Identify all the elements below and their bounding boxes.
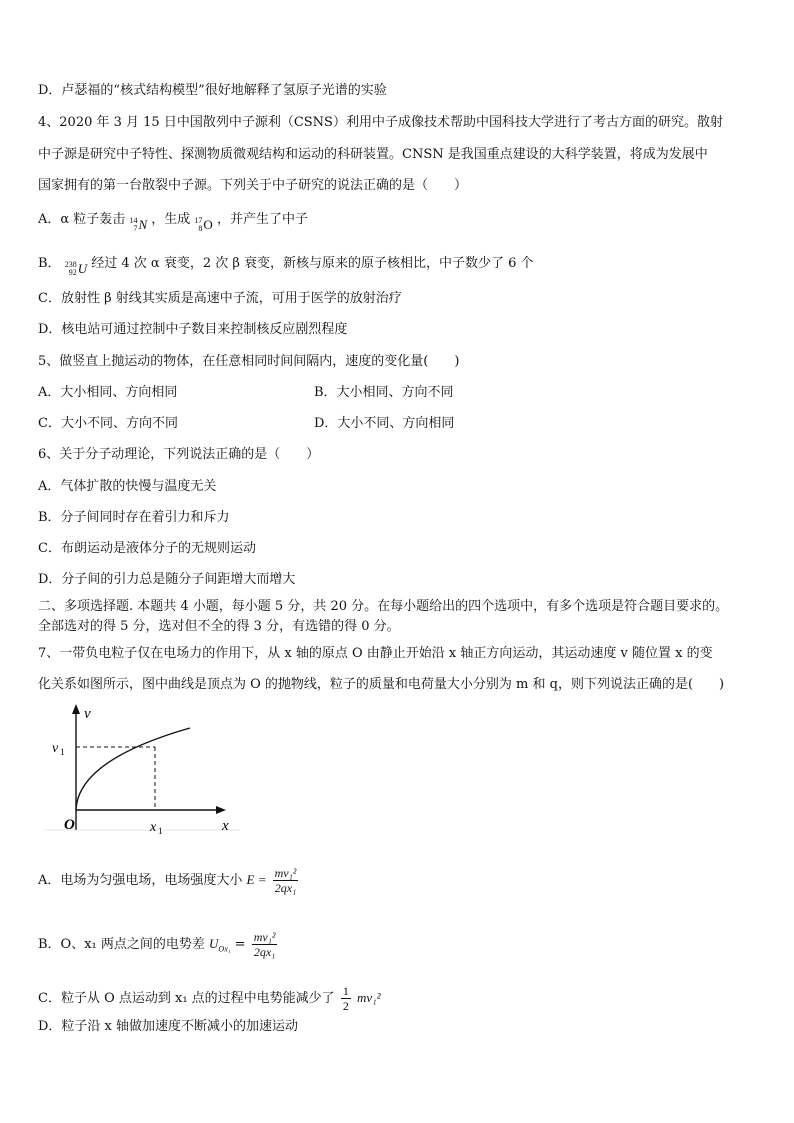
q4-a-mid: ，生成 — [151, 212, 191, 227]
v1-subscript: 1 — [60, 747, 65, 757]
q6-option-d: D．分子间的引力总是随分子间距增大而增大 — [38, 572, 296, 587]
q7-option-b: B．O、x₁ 两点之间的电势差 $U_{Ox_1}$ = $\frac{\text{mv₁²}}{\text{2qx₁}}$ — [38, 930, 276, 959]
q5-stem: 5、做竖直上抛运动的物体，在任意相同时间间隔内，速度的变化量( ) — [38, 354, 460, 369]
q6-option-b: B．分子间同时存在着引力和斥力 — [38, 510, 230, 525]
q5-option-c: C．大小不同、方向不同 — [38, 416, 178, 431]
q4-option-b: B． 238 92 U 经过 4 次 α 衰变，2 次 β 衰变，新核与原来的原子核相比，中子数少了 6 个 — [38, 256, 534, 277]
x1-subscript: 1 — [158, 826, 163, 836]
y-axis-label: v — [84, 706, 91, 722]
q3-option-d: D．卢瑟福的“核式结构模型”很好地解释了氢原子光谱的实验 — [38, 83, 387, 98]
q7-a-fraction: $\frac{\text{mv₁²}}{\text{2qx₁}}$ — [274, 866, 297, 895]
v1-label: v — [52, 741, 59, 756]
q4-option-a — [38, 211, 308, 234]
q4-stem-line3: 国家拥有的第一台散裂中子源。下列关于中子研究的说法正确的是（ ） — [38, 178, 468, 193]
q4-a-suffix: ，并产生了中子 — [216, 212, 308, 227]
nitrogen-nuclide: 14 7 N — [129, 216, 148, 233]
oxygen-nuclide: 17 8 O — [194, 216, 213, 233]
section2-line1: 二、多项选择题. 本题共 4 小题，每小题 5 分，共 20 分。在每小题给出的四个选项中，有多个选项是符合题目要求的。 — [38, 599, 729, 614]
q7-b-fraction: $\frac{\text{mv₁²}}{\text{2qx₁}}$ — [253, 930, 276, 959]
q5-option-d: D．大小不同、方向相同 — [314, 416, 455, 431]
q5-option-b: B．大小相同、方向不同 — [314, 385, 454, 400]
q4-a-prefix: A．α 粒子轰击 — [38, 212, 126, 227]
origin-label: O — [64, 817, 75, 833]
q4-option-c: C．放射性 β 射线其实质是高速中子流，可用于医学的放射治疗 — [38, 291, 402, 306]
q7-c-fraction: $\frac{1}{2}$ — [342, 984, 349, 1013]
q7-option-c: C．粒子从 O 点运动到 x₁ 点的过程中电势能减少了 $\frac{1}{2}$ mv₁² — [38, 984, 381, 1013]
q5-option-a: A．大小相同、方向相同 — [38, 385, 178, 400]
q4-stem-line1: 4、2020 年 3 月 15 日中国散列中子源利（CSNS）利用中子成像技术帮助中国科技大学进行了考古方面的研究。散射 — [38, 115, 723, 130]
q6-option-c: C．布朗运动是液体分子的无规则运动 — [38, 541, 256, 556]
q6-stem: 6、关于分子动理论，下列说法正确的是（ ） — [38, 447, 320, 462]
q7-option-a: A．电场为匀强电场，电场强度大小 E = $\frac{\text{mv₁²}}{\text{2qx₁}}$ — [38, 866, 297, 895]
x1-label: x — [150, 820, 157, 835]
q7-stem-line1: 7、一带负电粒子仅在电场力的作用下，从 x 轴的原点 O 由静止开始沿 x 轴正方向运动，其运动速度 v 随位置 x 的变 — [38, 646, 713, 661]
uranium-nuclide: 238 92 U — [64, 260, 88, 277]
q4-stem-line2: 中子源是研究中子特性、探测物质微观结构和运动的科研装置。CNSN 是我国重点建设的大科学装置，将成为发展中 — [38, 147, 708, 162]
x-axis-arrow — [216, 806, 226, 814]
v-x-graph — [40, 700, 240, 840]
section2-line2: 全部选对的得 5 分，选对但不全的得 3 分，有选错的得 0 分。 — [38, 619, 400, 634]
parabola-curve — [76, 728, 190, 810]
y-axis-arrow — [72, 704, 80, 714]
q6-option-a: A．气体扩散的快慢与温度无关 — [38, 479, 217, 494]
q7-stem-line2: 化关系如图所示，图中曲线是顶点为 O 的抛物线，粒子的质量和电荷量大小分别为 m 和 q，则下列说法正确的是( ) — [38, 677, 725, 692]
q7-option-d: D．粒子沿 x 轴做加速度不断减小的加速运动 — [38, 1019, 299, 1034]
x-axis-label: x — [222, 818, 229, 834]
q4-option-d: D．核电站可通过控制中子数目来控制核反应剧烈程度 — [38, 322, 348, 337]
